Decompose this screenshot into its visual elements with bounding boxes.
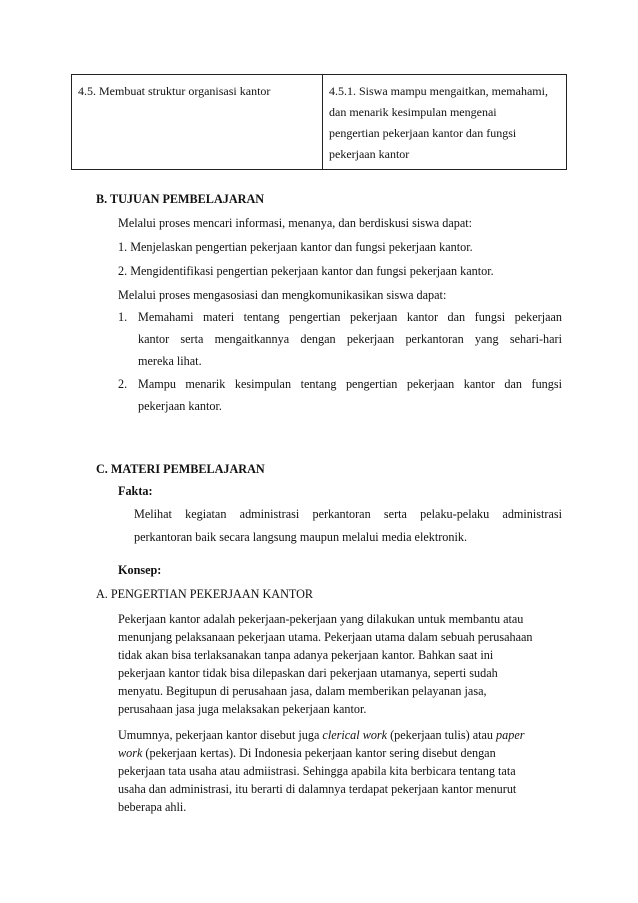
paragraph-line [118, 746, 496, 761]
list-number: 2. [118, 377, 128, 391]
text-run: (pekerjaan tulis) atau [387, 728, 497, 742]
table-row [72, 75, 567, 170]
konsep-label: Konsep: [118, 563, 162, 577]
list-line: Memahami materi tentang pengertian pekerjaan kantor dan fungsi pekerjaan [138, 310, 562, 324]
list-line: pekerjaan kantor. [138, 399, 222, 413]
paragraph-line: menyatu. Begitupun di perusahaan jasa, dalam memberikan pelayanan jasa, [118, 684, 487, 698]
tujuan-intro-2: Melalui proses mengasosiasi dan mengkomunikasikan siswa dapat: [118, 288, 447, 302]
indicator-line: pengertian pekerjaan kantor dan fungsi [329, 126, 517, 140]
list-number: 1. [118, 310, 128, 324]
paragraph-line: usaha dan administrasi, itu berarti di dalamnya terdapat pekerjaan kantor menurut [118, 782, 517, 796]
italic-term: paper [496, 728, 525, 742]
list-line: mereka lihat. [138, 354, 202, 368]
tujuan-item-1: 1. Menjelaskan pengertian pekerjaan kantor dan fungsi pekerjaan kantor. [118, 240, 473, 254]
tujuan-item-2: 2. Mengidentifikasi pengertian pekerjaan kantor dan fungsi pekerjaan kantor. [118, 264, 494, 278]
italic-term: clerical work [322, 728, 388, 742]
tujuan-intro-1: Melalui proses mencari informasi, menanya, dan berdiskusi siswa dapat: [118, 216, 473, 230]
text-run: (pekerjaan kertas). Di Indonesia pekerjaan kantor sering disebut dengan [142, 746, 496, 760]
indicator-line: pekerjaan kantor [329, 147, 410, 161]
paragraph-line: beberapa ahli. [118, 800, 187, 814]
indicator-line: 4.5.1. Siswa mampu mengaitkan, memahami, [329, 84, 548, 98]
paragraph-line: Pekerjaan kantor adalah pekerjaan-pekerjaan yang dilakukan untuk membantu atau [118, 612, 524, 626]
table-cell-indicator [323, 75, 567, 170]
paragraph-line: menunjang pelaksanaan pekerjaan utama. Pekerjaan utama dalam sebuah perusahaan [118, 630, 533, 644]
italic-term: work [118, 746, 143, 760]
list-line: Mampu menarik kesimpulan tentang pengertian pekerjaan kantor dan fungsi [138, 377, 562, 391]
paragraph-line: pekerjaan tata usaha atau admiistrasi. Sehingga apabila kita berbicara tentang tata [118, 764, 516, 778]
fakta-line: perkantoran baik secara langsung maupun melalui media elektronik. [134, 530, 468, 544]
heading-materi: C. MATERI PEMBELAJARAN [96, 462, 265, 476]
indicator-line: dan menarik kesimpulan mengenai [329, 105, 497, 119]
kd-text: 4.5. Membuat struktur organisasi kantor [78, 84, 271, 98]
paragraph-line: pekerjaan kantor tidak bisa dilepaskan dari pekerjaan utamanya, seperti sudah [118, 666, 498, 680]
competency-table [71, 74, 567, 170]
fakta-line: Melihat kegiatan administrasi perkantoran serta pelaku-pelaku administrasi [134, 507, 562, 521]
paragraph-line: perusahaan jasa juga melaksakan pekerjaan kantor. [118, 702, 367, 716]
text-run: Umumnya, pekerjaan kantor disebut juga [118, 728, 323, 742]
paragraph-line: tidak akan bisa terlaksanakan tanpa adanya pekerjaan kantor. Bahkan saat ini [118, 648, 494, 662]
paragraph-line [118, 728, 524, 743]
heading-pengertian: A. PENGERTIAN PEKERJAAN KANTOR [96, 587, 314, 601]
fakta-label: Fakta: [118, 484, 153, 498]
table-cell-kd [72, 75, 323, 170]
heading-tujuan: B. TUJUAN PEMBELAJARAN [96, 192, 265, 206]
list-line: kantor serta mengaitkannya dengan pekerjaan perkantoran yang sehari-hari [138, 332, 562, 346]
